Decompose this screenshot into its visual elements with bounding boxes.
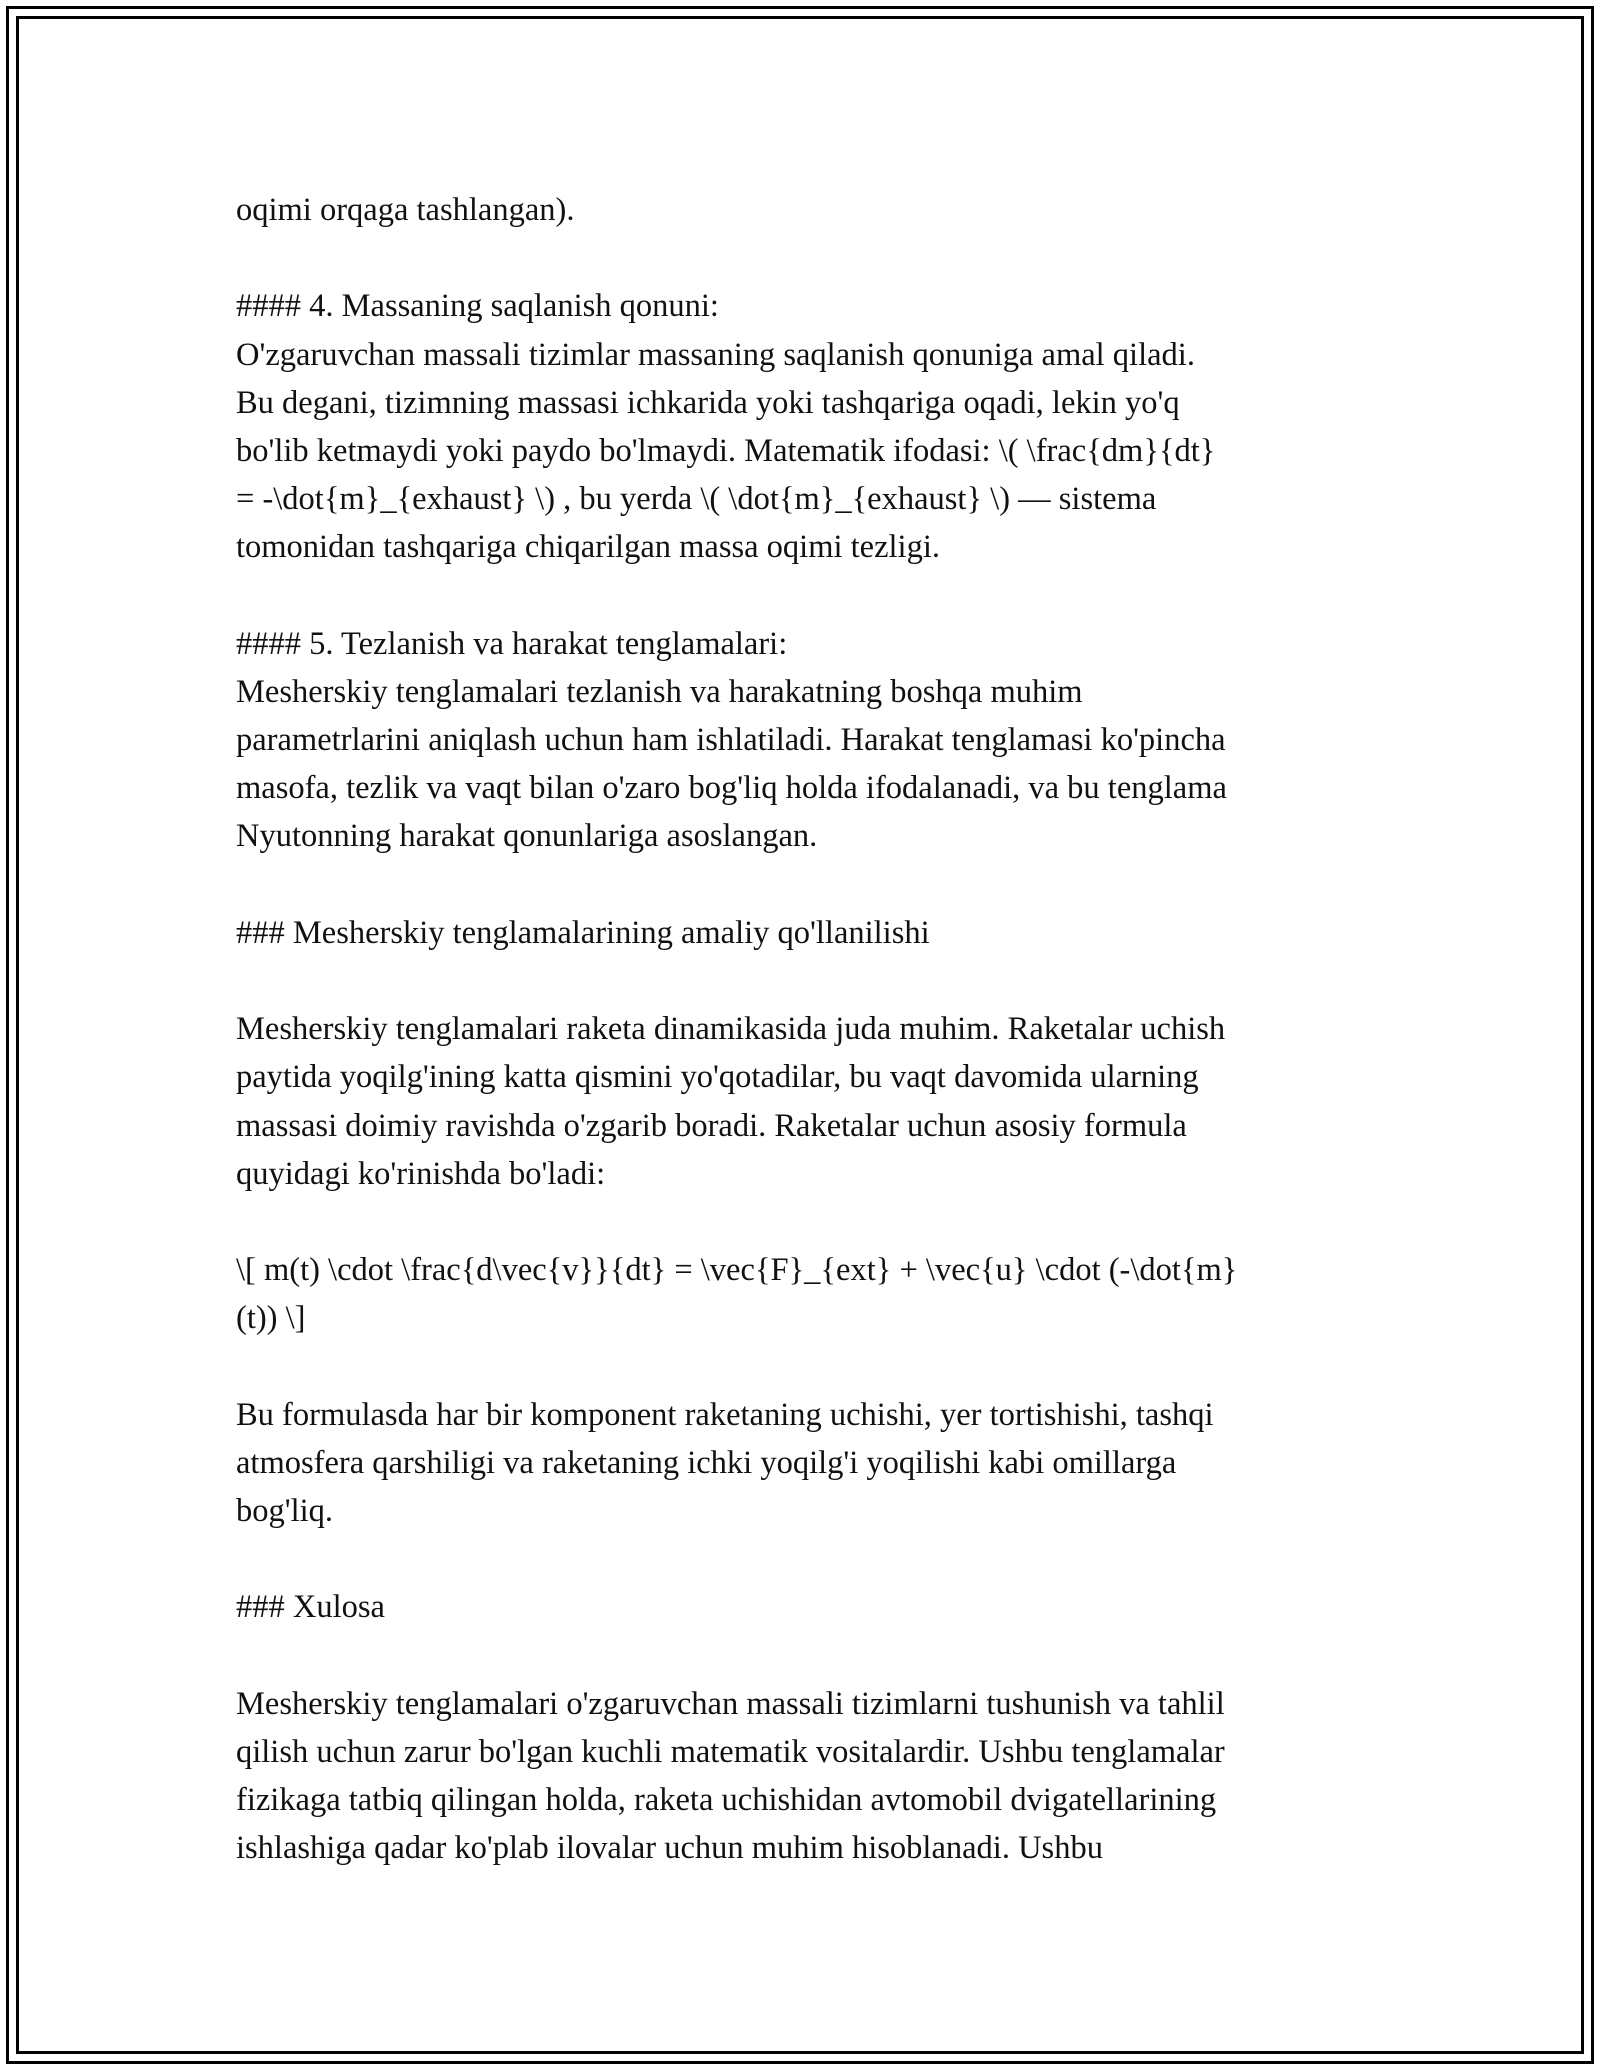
section-heading: ### Mesherskiy tenglamalarining amaliy qo'llanilishi	[236, 914, 930, 951]
paragraph-gap	[236, 234, 1376, 282]
paragraph-continuation	[236, 186, 1376, 234]
text-line: fizikaga tatbiq qilingan holda, raketa uchishidan avtomobil dvigatellarining	[236, 1782, 1217, 1819]
text-line: = -\dot{m}_{exhaust} \) , bu yerda \( \dot{m}_{exhaust} \) — sistema	[236, 481, 1157, 518]
text-line: oqimi orqaga tashlangan).	[236, 192, 575, 228]
text-line: qilish uchun zarur bo'lgan kuchli matematik vositalardir. Ushbu tenglamalar	[236, 1734, 1225, 1770]
paragraph-conclusion	[236, 1680, 1376, 1873]
text-line: ishlashiga qadar ko'plab ilovalar uchun muhim hisoblanadi. Ushbu	[236, 1830, 1103, 1867]
text-line: Mesherskiy tenglamalari tezlanish va harakatning boshqa muhim	[236, 673, 1083, 710]
paragraph-gap	[236, 1198, 1376, 1246]
text-line: massasi doimiy ravishda o'zgarib boradi. Raketalar uchun asosiy formula	[236, 1107, 1187, 1144]
formula-line: (t)) \]	[236, 1300, 306, 1337]
section-heading: #### 5. Tezlanish va harakat tenglamalari:	[236, 625, 788, 662]
text-line: Mesherskiy tenglamalari raketa dinamikasida juda muhim. Raketalar uchish	[236, 1011, 1226, 1048]
text-line: Nyutonning harakat qonunlariga asoslangan.	[236, 818, 818, 855]
paragraph-gap	[236, 1632, 1376, 1680]
text-line: bo'lib ketmaydi yoki paydo bo'lmaydi. Matematik ifodasi: \( \frac{dm}{dt}	[236, 432, 1216, 469]
paragraph-rocket-dynamics	[236, 1005, 1376, 1198]
text-line: Bu degani, tizimning massasi ichkarida yoki tashqariga oqadi, lekin yo'q	[236, 384, 1180, 421]
text-line: tomonidan tashqariga chiqarilgan massa oqimi tezligi.	[236, 529, 940, 566]
text-line: Bu formulasda har bir komponent raketaning uchishi, yer tortishishi, tashqi	[236, 1396, 1214, 1433]
formula-line: \[ m(t) \cdot \frac{d\vec{v}}{dt} = \vec{F}_{ext} + \vec{u} \cdot (-\dot{m}	[236, 1252, 1238, 1289]
paragraph-gap	[236, 1343, 1376, 1391]
paragraph-gap	[236, 1535, 1376, 1583]
document-page	[236, 186, 1376, 1873]
section-mass-conservation	[236, 282, 1376, 571]
text-line: masofa, tezlik va vaqt bilan o'zaro bog'liq holda ifodalanadi, va bu tenglama	[236, 770, 1227, 807]
section-acceleration-equations	[236, 620, 1376, 861]
paragraph-gap	[236, 957, 1376, 1005]
section-heading-conclusion	[236, 1583, 1376, 1631]
paragraph-formula-explanation	[236, 1391, 1376, 1536]
section-heading: #### 4. Massaning saqlanish qonuni:	[236, 288, 719, 325]
text-line: quyidagi ko'rinishda bo'ladi:	[236, 1155, 606, 1192]
text-line: parametrlarini aniqlash uchun ham ishlatiladi. Harakat tenglamasi ko'pincha	[236, 722, 1226, 759]
section-heading: ### Xulosa	[236, 1589, 385, 1626]
text-line: O'zgaruvchan massali tizimlar massaning saqlanish qonuniga amal qiladi.	[236, 336, 1195, 373]
text-line: bog'liq.	[236, 1493, 334, 1530]
text-line: atmosfera qarshiligi va raketaning ichki yoqilg'i yoqilishi kabi omillarga	[236, 1444, 1177, 1481]
text-line: Mesherskiy tenglamalari o'zgaruvchan massali tizimlarni tushunish va tahlil	[236, 1685, 1225, 1722]
paragraph-gap	[236, 572, 1376, 620]
paragraph-gap	[236, 861, 1376, 909]
formula-block	[236, 1246, 1376, 1342]
section-heading-applications	[236, 909, 1376, 957]
text-line: paytida yoqilg'ining katta qismini yo'qotadilar, bu vaqt davomida ularning	[236, 1059, 1199, 1096]
